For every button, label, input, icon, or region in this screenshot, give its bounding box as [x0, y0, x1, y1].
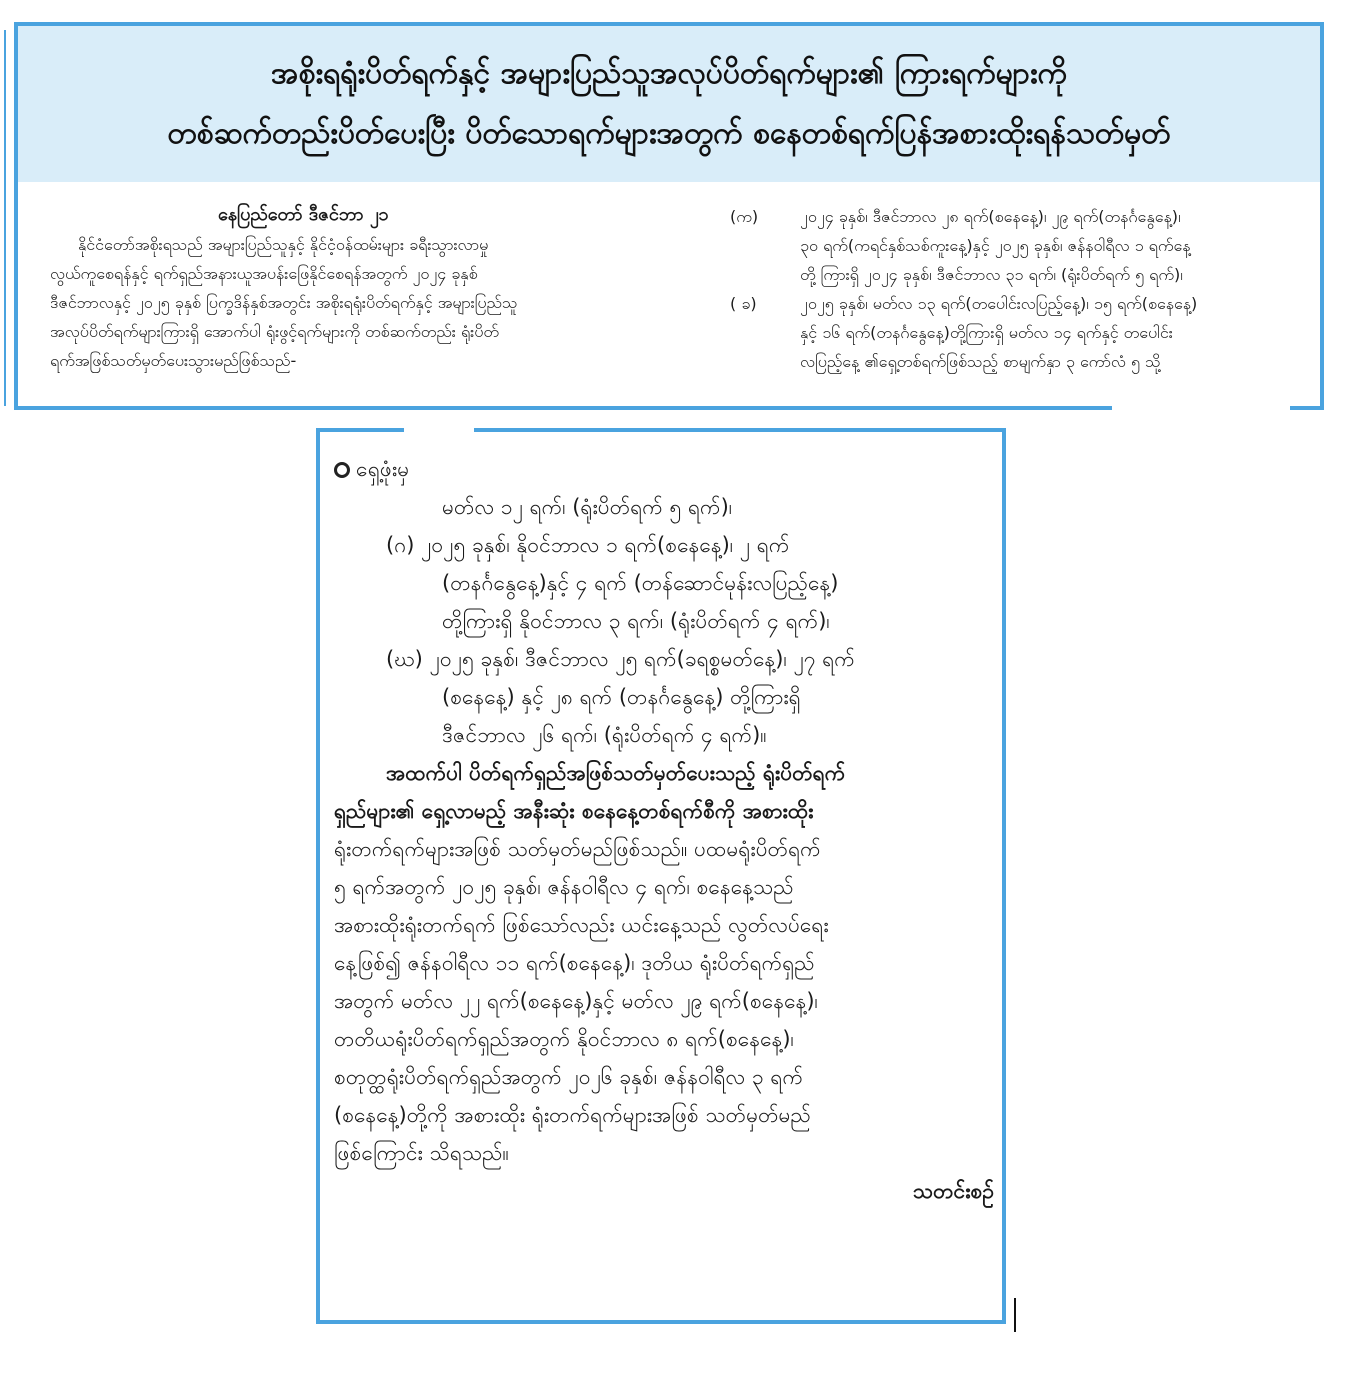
circle-bullet-icon: [334, 462, 350, 478]
body-line: တို့ကြားရှိ နိုဝင်ဘာလ ၃ ရက်၊ (ရုံးပိတ်ရက် ၄ ရက်)၊: [442, 609, 830, 633]
body-line: (စနေနေ့) နှင့် ၂၈ ရက် (တနင်္ဂနွေနေ့) တို့ကြားရှိ: [442, 685, 801, 709]
item-line: လပြည့်နေ့ ၏ရှေ့တစ်ရက်ဖြစ်သည့် စာမျက်နှာ ၃ ကော်လံ ၅ သို့: [800, 352, 1161, 371]
body-line: (စနေနေ့)တို့ကို အစားထိုး ရုံးတက်ရက်များအဖြစ် သတ်မှတ်မည်: [334, 1103, 811, 1127]
body-line: အစားထိုးရုံးတက်ရက် ဖြစ်သော်လည်း ယင်းနေ့သည် လွတ်လပ်ရေး: [334, 913, 829, 937]
item-line: တို့ ကြားရှိ ၂၀၂၄ ခုနှစ်၊ ဒီဇင်ဘာလ ၃၁ ရက်၊ (ရုံးပိတ်ရက် ၅ ရက်)၊: [800, 265, 1183, 284]
intro-line: ဒီဇင်ဘာလနှင့် ၂၀၂၅ ခုနှစ် ပြက္ခဒိန်နှစ်အတွင်း အစိုးရရုံးပိတ်ရက်နှင့် အများပြည်သူ: [50, 293, 518, 312]
holiday-item: [730, 202, 1320, 289]
body-line: မတ်လ ၁၂ ရက်၊ (ရုံးပိတ်ရက် ၅ ရက်)၊: [442, 495, 733, 519]
item-line: ၂၀၂၄ ခုနှစ်၊ ဒီဇင်ဘာလ ၂၈ ရက်(စနေနေ့)၊ ၂၉ ရက်(တနင်္ဂနွေနေ့)၊: [800, 207, 1181, 226]
body-line: ရှည်များ၏ ရှေ့လာမည့် အနီးဆုံး စနေနေ့တစ်ရက်စီကို အစားထိုး: [334, 799, 814, 823]
body-line: (ဃ) ၂၀၂၅ ခုနှစ်၊ ဒီဇင်ဘာလ ၂၅ ရက်(ခရစ္စမတ်နေ့)၊ ၂၇ ရက်: [386, 647, 855, 671]
border-gap: [1112, 402, 1290, 412]
holiday-list: [730, 202, 1320, 376]
intro-line: ရက်အဖြစ်သတ်မှတ်ပေးသွားမည်ဖြစ်သည်-: [50, 351, 297, 370]
headline-band: [18, 26, 1320, 182]
body-line: ဖြစ်ကြောင်း သိရသည်။: [334, 1141, 509, 1165]
intro-line: လွယ်ကူစေရန်နှင့် ရက်ရှည်အနားယူအပန်းဖြေနိုင်စေရန်အတွက် ၂၀၂၄ ခုနှစ်: [50, 264, 478, 283]
body-line: ၅ ရက်အတွက် ၂၀၂၅ ခုနှစ်၊ ဇန်နဝါရီလ ၄ ရက်၊ စနေနေ့သည်: [334, 875, 794, 899]
body-line: စတုတ္ထရုံးပိတ်ရက်ရှည်အတွက် ၂၀၂၆ ခုနှစ်၊ ဇန်နဝါရီလ ၃ ရက်: [334, 1065, 804, 1089]
continuation-body: [334, 450, 994, 1210]
item-line: ၃၀ ရက်(ကရင်နှစ်သစ်ကူးနေ့)နှင့် ၂၀၂၅ ခုနှစ်၊ ဇန်နဝါရီလ ၁ ရက်နေ့: [800, 236, 1191, 255]
item-marker: (က): [730, 207, 759, 226]
headline-line-2: တစ်ဆက်တည်းပိတ်ပေးပြီး ပိတ်သောရက်များအတွက် စနေတစ်ရက်ပြန်အစားထိုးရန်သတ်မှတ်: [167, 116, 1171, 151]
body-line: ရုံးတက်ရက်များအဖြစ် သတ်မှတ်မည်ဖြစ်သည်။ ပထမရုံးပိတ်ရက်: [334, 837, 821, 861]
holiday-item: [730, 289, 1320, 376]
body-line: အထက်ပါ ပိတ်ရက်ရှည်အဖြစ်သတ်မှတ်ပေးသည့် ရုံးပိတ်ရက်: [386, 761, 846, 785]
item-line: ၂၀၂၅ ခုနှစ်၊ မတ်လ ၁၃ ရက်(တပေါင်းလပြည့်နေ့)၊ ၁၅ ရက်(စနေနေ့): [800, 294, 1198, 313]
body-line: ဒီဇင်ဘာလ ၂၆ ရက်၊ (ရုံးပိတ်ရက် ၄ ရက်)။: [442, 723, 767, 747]
body-line: နေ့ဖြစ်၍ ဇန်နဝါရီလ ၁၁ ရက်(စနေနေ့)၊ ဒုတိယ ရုံးပိတ်ရက်ရှည်: [334, 951, 815, 975]
continued-from-line: [334, 450, 994, 488]
article-box: [14, 22, 1324, 410]
body-line: အတွက် မတ်လ ၂၂ ရက်(စနေနေ့)နှင့် မတ်လ ၂၉ ရက်(စနေနေ့)၊: [334, 989, 818, 1013]
signature: သတင်းစဉ်: [912, 1179, 994, 1203]
headline-line-1: အစိုးရရုံးပိတ်ရက်နှင့် အများပြည်သူအလုပ်ပိတ်ရက်များ၏ ကြားရက်များကို: [271, 56, 1067, 91]
body-line: တတိယရုံးပိတ်ရက်ရှည်အတွက် နိုဝင်ဘာလ ၈ ရက်(စနေနေ့)၊: [334, 1027, 794, 1051]
continued-from-label: ရှေ့ဖုံးမှ: [356, 457, 410, 481]
intro-line: နိုင်ငံတော်အစိုးရသည် အများပြည်သူနှင့် နိုင်ငံ့ဝန်ထမ်းများ ခရီးသွားလာမှု: [78, 235, 489, 254]
intro-line: အလုပ်ပိတ်ရက်များကြားရှိ အောက်ပါ ရုံးဖွင့်ရက်များကို တစ်ဆက်တည်း ရုံးပိတ်: [50, 322, 499, 341]
continuation-box: [316, 428, 1006, 1324]
item-marker: ( ခ): [730, 294, 757, 313]
border-gap: [404, 426, 474, 436]
body-line: (တနင်္ဂနွေနေ့)နှင့် ၄ ရက် (တန်ဆောင်မုန်းလပြည့်နေ့): [442, 571, 839, 595]
left-rule: [4, 30, 6, 406]
text-cursor: [1014, 1298, 1016, 1332]
body-line: (ဂ) ၂၀၂၅ ခုနှစ်၊ နိုဝင်ဘာလ ၁ ရက်(စနေနေ့)၊ ၂ ရက်: [386, 533, 790, 557]
item-line: နှင့် ၁၆ ရက်(တနင်္ဂနွေနေ့)တို့ကြားရှိ မတ်လ ၁၄ ရက်နှင့် တပေါင်း: [800, 323, 1173, 342]
dateline: နေပြည်တော် ဒီဇင်ဘာ ၂၁: [218, 204, 389, 225]
intro-paragraph: [50, 230, 670, 375]
